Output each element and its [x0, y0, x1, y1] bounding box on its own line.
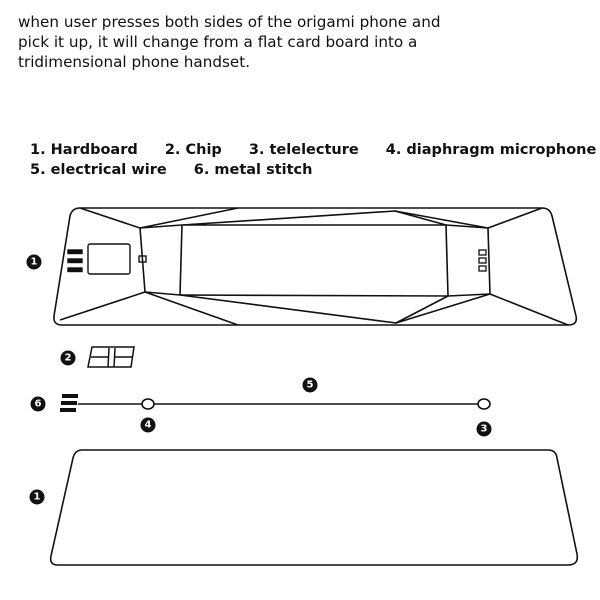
microphone-node: [142, 399, 154, 409]
marker-4-label: 4: [144, 419, 152, 431]
marker-3-label: 3: [480, 423, 488, 435]
telelecture-node: [478, 399, 490, 409]
board-contacts-right: [479, 250, 486, 271]
marker-2-label: 2: [64, 352, 72, 364]
chip-icon: [88, 347, 134, 367]
marker-3: [477, 422, 492, 437]
marker-5: [303, 378, 318, 393]
marker-1-top: [27, 255, 42, 270]
marker-6: [31, 397, 46, 412]
legend-item-hardboard: 1. Hardboard: [30, 142, 138, 158]
marker-1-bottom-label: 1: [33, 491, 41, 503]
description-text: when user presses both sides of the origami phone and pick it up, it will change from a flat card board into a tridimensional phone handset.: [18, 13, 441, 71]
electrical-wire: [78, 399, 490, 409]
marker-6-label: 6: [34, 398, 42, 410]
legend-item-electrical-wire: 5. electrical wire: [30, 162, 167, 178]
flat-hardboard: [51, 450, 578, 565]
board-chip-slot: [68, 244, 146, 274]
marker-1-bottom: [30, 490, 45, 505]
marker-5-label: 5: [306, 379, 314, 391]
folded-hardboard: [54, 208, 576, 325]
legend-item-metal-stitch: 6. metal stitch: [193, 162, 313, 178]
marker-4: [141, 418, 156, 433]
marker-1-top-label: 1: [30, 256, 38, 268]
legend-item-diaphragm-microphone: 4. diaphragm microphone: [385, 142, 597, 158]
metal-stitch-icon: [60, 394, 78, 412]
legend-item-telelecture: 3. telelecture: [248, 142, 359, 158]
legend-item-chip: 2. Chip: [164, 142, 222, 158]
marker-2: [61, 351, 76, 366]
